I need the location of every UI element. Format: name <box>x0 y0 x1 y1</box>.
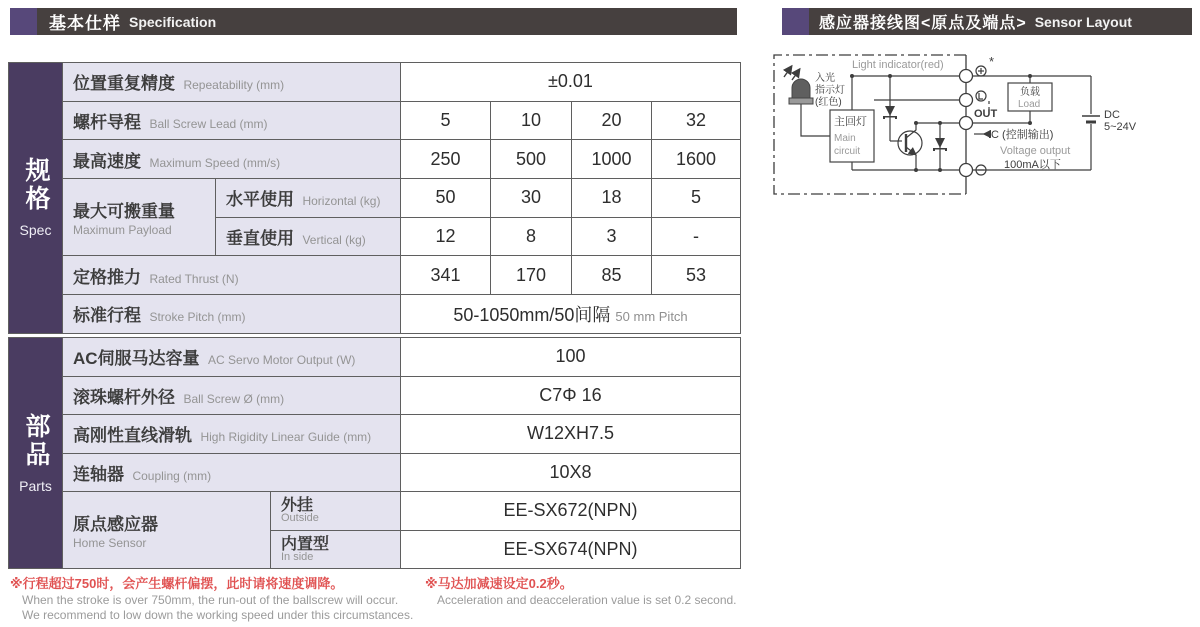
value-horizontal-3: 18 <box>572 179 652 218</box>
label-en: Outside <box>281 512 319 525</box>
value-outside-sensor: EE-SX672(NPN) <box>401 492 741 531</box>
label-zh: 位置重复精度 <box>73 74 175 94</box>
value-horizontal-1: 50 <box>401 179 491 218</box>
label-ball-screw-diameter <box>63 376 401 415</box>
value-vertical-2: 8 <box>491 217 572 256</box>
label-zh: 连轴器 <box>73 464 124 484</box>
table-row <box>9 338 741 377</box>
sidebar-parts-en: Parts <box>19 477 52 494</box>
value-lead-2: 10 <box>491 101 572 140</box>
label-zh: AC伺服马达容量 <box>73 349 200 369</box>
label-en: Ball Screw Lead (mm) <box>149 117 268 132</box>
sidebar-spec <box>9 63 63 334</box>
label-vertical <box>216 217 401 256</box>
label-en: AC Servo Motor Output (W) <box>208 353 356 368</box>
value-vertical-3: 3 <box>572 217 652 256</box>
label-en: Stroke Pitch (mm) <box>149 310 246 325</box>
label-stroke-pitch <box>63 295 401 334</box>
dc-voltage-label: 5~24V <box>1104 121 1137 133</box>
spec-table <box>8 62 741 334</box>
table-row <box>9 63 741 102</box>
value-linear-guide: W12XH7.5 <box>401 415 741 454</box>
label-coupling <box>63 453 401 492</box>
value-thrust-1: 341 <box>401 256 491 295</box>
label-en: Horizontal (kg) <box>302 194 381 209</box>
accent-square-right <box>782 8 809 35</box>
label-zh: 滚珠螺杆外径 <box>73 387 175 407</box>
load-en: Load <box>1018 99 1041 110</box>
star-mark: * <box>989 54 995 69</box>
ic-label: IC (控制输出) <box>988 129 1054 141</box>
label-zh: 原点感应器 <box>73 515 158 534</box>
label-inside <box>271 530 401 569</box>
spec-table-block <box>8 62 741 334</box>
terminal-out <box>960 117 973 130</box>
value-speed-3: 1000 <box>572 140 652 179</box>
table-row <box>9 295 741 334</box>
value-horizontal-4: 5 <box>652 179 741 218</box>
value-lead-3: 20 <box>572 101 652 140</box>
light-indicator-zh-2: 指示灯 <box>815 85 845 96</box>
table-row <box>9 256 741 295</box>
footnote-right-red: ※马达加减速设定0.2秒。 <box>425 576 573 591</box>
label-zh: 外挂 <box>281 497 314 515</box>
terminal-symbols <box>976 66 989 175</box>
label-zh: 最高速度 <box>73 151 141 171</box>
light-indicator-en: Light indicator(red) <box>852 59 944 71</box>
sensor-layout-title-zh: 感应器接线图<原点及端点> <box>819 15 1027 32</box>
dc-label: DC <box>1104 109 1120 121</box>
label-horizontal <box>216 179 401 218</box>
terminal-plus <box>960 70 973 83</box>
label-en: In side <box>281 550 314 563</box>
label-zh: 最大可搬重量 <box>73 202 175 222</box>
label-en: Vertical (kg) <box>302 233 366 248</box>
value-inside-sensor: EE-SX674(NPN) <box>401 530 741 569</box>
table-row <box>9 376 741 415</box>
value-thrust-2: 170 <box>491 256 572 295</box>
battery-icon <box>1082 116 1100 122</box>
out-label: OUT <box>974 108 998 120</box>
sidebar-spec-en: Spec <box>19 222 52 239</box>
terminal-l <box>960 94 973 107</box>
label-max-speed <box>63 140 401 179</box>
table-row <box>9 179 741 218</box>
value-coupling: 10X8 <box>401 453 741 492</box>
value-vertical-4: - <box>652 217 741 256</box>
value-thrust-4: 53 <box>652 256 741 295</box>
value-repeatability: ±0.01 <box>401 63 741 102</box>
label-home-sensor <box>63 492 271 569</box>
value-ball-screw-diameter: C7Φ 16 <box>401 376 741 415</box>
label-zh: 垂直使用 <box>226 229 294 249</box>
label-outside <box>271 492 401 531</box>
terminal-minus <box>960 164 973 177</box>
section-title-en: Specification <box>129 13 217 30</box>
label-en: Repeatability (mm) <box>183 78 285 93</box>
label-en: Home Sensor <box>73 536 147 550</box>
label-en: Coupling (mm) <box>132 468 212 483</box>
sensor-wiring-diagram <box>768 46 1198 211</box>
value-stroke-pitch <box>401 295 741 334</box>
current-limit-label: 100mA以下 <box>1004 159 1061 171</box>
label-repeatability <box>63 63 401 102</box>
label-servo-output <box>63 338 401 377</box>
label-max-payload <box>63 179 216 256</box>
value-servo-output: 100 <box>401 338 741 377</box>
label-zh: 螺杆导程 <box>73 113 141 133</box>
sensor-layout-title-en: Sensor Layout <box>1034 13 1132 30</box>
stroke-value-zh: 50-1050mm/50间隔 <box>453 304 611 325</box>
value-lead-1: 5 <box>401 101 491 140</box>
footnote-left-en2: We recommend to low down the working speed under this circumstances. <box>22 608 414 622</box>
table-row <box>9 415 741 454</box>
label-zh: 标准行程 <box>73 306 141 326</box>
table-row <box>9 492 741 531</box>
label-zh: 内置型 <box>281 535 330 553</box>
light-indicator-zh-3: (红色) <box>815 97 842 108</box>
label-en: Maximum Speed (mm/s) <box>149 155 281 170</box>
section-header-sensor-layout <box>809 8 1192 35</box>
main-circuit-zh: 主回灯 <box>834 116 867 128</box>
table-row <box>9 140 741 179</box>
section-title-zh: 基本仕样 <box>49 14 121 33</box>
sidebar-spec-zh: 规格 <box>22 157 50 214</box>
value-vertical-1: 12 <box>401 217 491 256</box>
zener-diodes <box>883 106 947 151</box>
led-icon <box>784 67 813 104</box>
label-en: Maximum Payload <box>73 223 172 238</box>
value-speed-1: 250 <box>401 140 491 179</box>
value-horizontal-2: 30 <box>491 179 572 218</box>
footnote-left-en1: When the stroke is over 750mm, the run-out of the ballscrew will occur. <box>22 593 399 607</box>
label-zh: 高刚性直线滑轨 <box>73 426 192 446</box>
label-en: High Rigidity Linear Guide (mm) <box>200 430 372 445</box>
section-header-specification <box>37 8 737 35</box>
voltage-output-label: Voltage output <box>1000 145 1071 157</box>
load-zh: 负载 <box>1020 87 1040 98</box>
parts-table-block <box>8 337 741 569</box>
table-row <box>9 453 741 492</box>
stroke-value-en: 50 mm Pitch <box>615 308 688 324</box>
sidebar-parts-zh: 部品 <box>22 412 50 469</box>
sidebar-parts <box>9 338 63 569</box>
label-zh: 水平使用 <box>226 190 294 210</box>
label-ball-screw-lead <box>63 101 401 140</box>
label-en: Rated Thrust (N) <box>149 271 239 286</box>
value-speed-4: 1600 <box>652 140 741 179</box>
label-linear-guide <box>63 415 401 454</box>
footnote-left-red: ※行程超过750时，会产生螺杆偏摆，此时请将速度调降。 <box>10 576 344 591</box>
label-zh: 定格推力 <box>73 267 141 287</box>
value-thrust-3: 85 <box>572 256 652 295</box>
label-rated-thrust <box>63 256 401 295</box>
main-circuit-en2: circuit <box>834 146 861 157</box>
label-en: Ball Screw Ø (mm) <box>183 391 285 406</box>
value-speed-2: 500 <box>491 140 572 179</box>
value-lead-4: 32 <box>652 101 741 140</box>
parts-table <box>8 337 741 569</box>
footnote-right-en: Acceleration and deacceleration value is set 0.2 second. <box>437 593 737 607</box>
main-circuit-en1: Main <box>834 133 856 144</box>
table-row <box>9 101 741 140</box>
accent-square-left <box>10 8 37 35</box>
light-indicator-zh-1: 入光 <box>815 73 835 84</box>
